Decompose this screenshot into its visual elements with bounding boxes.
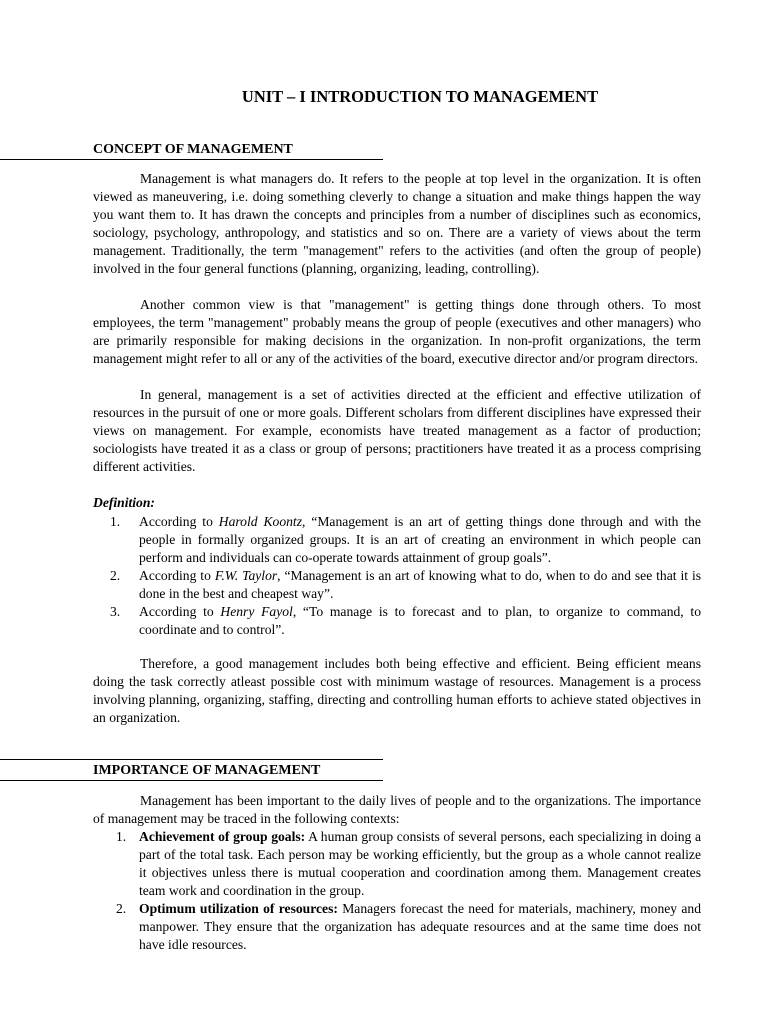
definition-item: [110, 513, 701, 567]
definition-item-prefix: According to: [139, 568, 215, 583]
importance-item-lead: Optimum utilization of resources:: [139, 901, 338, 916]
concept-paragraph-3: In general, management is a set of activities directed at the efficient and effective utilization of resources in the pursuit of one or more goals. Different scholars from different disciplines have expressed their views on management. For example, economists have treated management as a factor of production; sociologists have treated it as a class or group of persons; practitioners have treated it as a process comprising different activities.: [93, 387, 701, 474]
definition-author-name: F.W. Taylor: [214, 568, 278, 583]
concept-paragraph-2: Another common view is that "management" is getting things done through others. To most employees, the term "management" probably means the group of people (executives and other managers) who are primarily responsible for making decisions in the organization. In non-profit organizations, the term management might refer to all or any of the activities of the board, executive director and/or program directors.: [93, 297, 701, 366]
concept-heading: CONCEPT OF MANAGEMENT: [93, 142, 293, 157]
definition-item: [110, 567, 701, 603]
definition-item-text: , “To manage is to forecast and to plan, to organize to command, to coordinate and to control”.: [139, 604, 702, 637]
definition-item-prefix: According to: [139, 604, 221, 619]
importance-heading: IMPORTANCE OF MANAGEMENT: [93, 763, 321, 778]
importance-item-number: 2.: [116, 901, 127, 916]
importance-item-lead: Achievement of group goals:: [139, 829, 306, 844]
definition-item-text: , “Management is an art of getting things done through and with the people in formally organized groups. It is an art of creating an environment in which people can perform and individuals can co-operate towards attainment of group goals”.: [139, 514, 701, 565]
definition-item-number: 2.: [110, 568, 121, 583]
importance-item: [110, 828, 701, 900]
concept-heading-rule: [0, 159, 383, 160]
importance-top-rule: [0, 759, 383, 760]
definition-item-number: 1.: [110, 514, 121, 529]
importance-item-text: Managers forecast the need for materials, machinery, money and manpower. They ensure that the organization has adequate resources and at the same time does not have idle resources.: [139, 901, 701, 952]
page-title: UNIT – I INTRODUCTION TO MANAGEMENT: [241, 87, 599, 106]
importance-item: [110, 900, 701, 954]
importance-item-number: 1.: [116, 829, 127, 844]
definition-item-number: 3.: [110, 604, 121, 619]
definition-author-name: Henry Fayol: [220, 604, 293, 619]
definition-item-prefix: According to: [139, 514, 219, 529]
definition-item: [110, 603, 701, 639]
importance-intro: Management has been important to the daily lives of people and to the organizations. The importance of management may be traced in the following contexts:: [93, 793, 701, 826]
definition-list: [110, 513, 701, 639]
importance-list: [110, 828, 701, 954]
importance-heading-rule: [0, 780, 383, 781]
concept-paragraph-1: Management is what managers do. It refers to the people at top level in the organization. It is often viewed as maneuvering, i.e. doing something cleverly to change a situation and make things happen the way you want them to. It has drawn the concepts and principles from a number of disciplines such as economics, sociology, psychology, anthropology, and statistics and so on. There are a variety of views about the term management. Traditionally, the term "management" refers to the activities (and often the group of people) involved in the four general functions (planning, organizing, leading, controlling).: [93, 171, 701, 276]
definition-heading: Definition:: [93, 495, 155, 510]
definition-conclusion: Therefore, a good management includes both being effective and efficient. Being efficient means doing the task correctly atleast possible cost with minimum wastage of resources. Management is a process involving planning, organizing, staffing, directing and controlling human efforts to achieve stated objectives in an organization.: [93, 656, 701, 725]
definition-item-text: , “Management is an art of knowing what to do, when to do and see that it is done in the best and cheapest way”.: [139, 568, 702, 601]
definition-author-name: Harold Koontz: [218, 514, 302, 529]
importance-item-text: A human group consists of several persons, each specializing in doing a part of the total task. Each person may be working efficiently, but the group as a whole cannot realize it objectives unless there is mutual cooperation and coordination among them. Management creates team work and coordination in the group.: [139, 829, 701, 898]
